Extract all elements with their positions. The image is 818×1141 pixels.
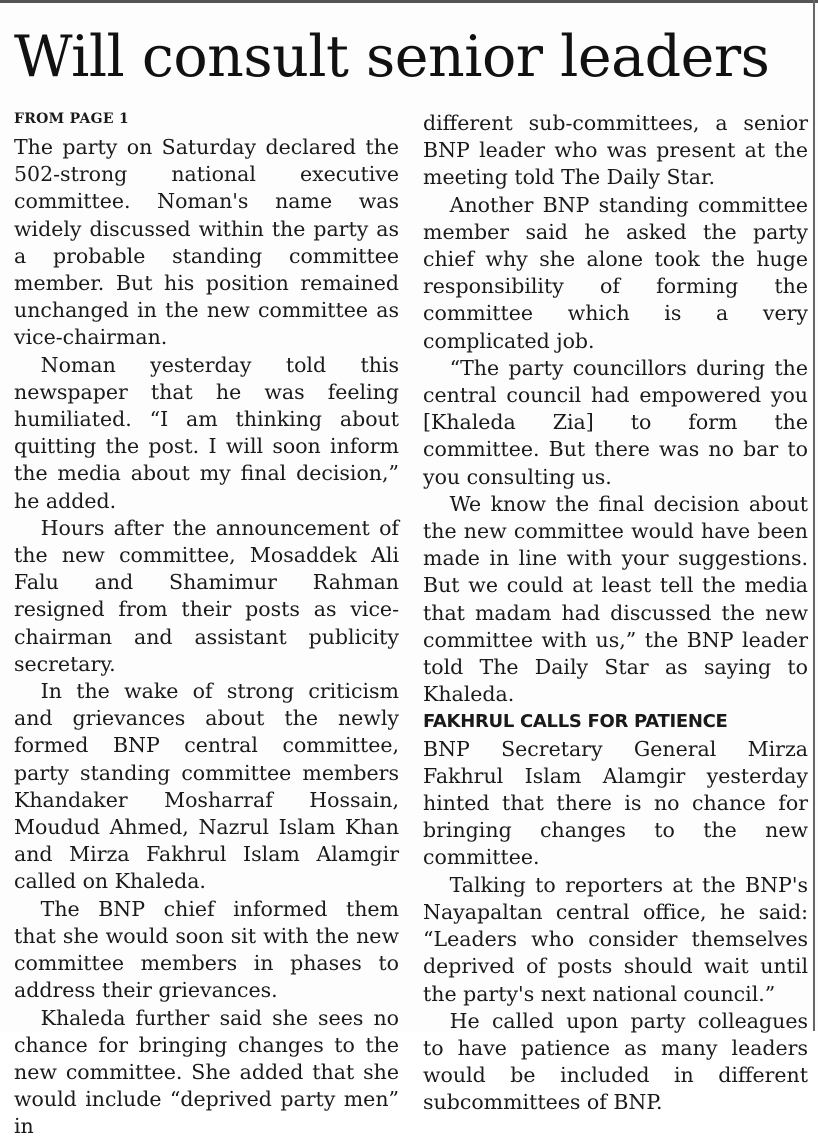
paragraph: He called upon party colleagues to have patience as many leaders would be included in different subcommittees of BNP. [423,1008,808,1115]
paragraph: In the wake of strong criticism and grievances about the newly formed BNP central committee, party standing committee members Khandaker Mosharraf Hossain, Moudud Ahmed, Nazrul Islam Khan and Mirza Fakhrul Islam Alamgir called on Khaleda. [14,679,399,894]
right-column [423,110,808,1117]
paragraph: We know the final decision about the new committee would have been made in line with your suggestions. But we could at least tell the media that madam had discussed the new committee with us,” the BNP leader told The Daily Star as saying to Khaleda. [423,491,808,707]
paragraph: Hours after the announcement of the new committee, Mosaddek Ali Falu and Shamimur Rahman resigned from their posts as vice-chairman and assistant publicity secretary. [14,515,399,676]
paragraph: Another BNP standing committee member said he asked the party chief why she alone took the huge responsibility of forming the committee which is a very complicated job. [423,192,808,353]
paragraph: BNP Secretary General Mirza Fakhrul Islam Alamgir yesterday hinted that there is no chance for bringing changes to the new committee. [423,736,808,870]
paragraph: The BNP chief informed them that she would soon sit with the new committee members in phases to address their grievances. [14,896,399,1003]
paragraph-continuation: different sub-committees, a senior BNP leader who was present at the meeting told The Daily Star. [423,111,808,190]
left-column [14,110,399,1141]
right-border-rule [813,0,815,1031]
paragraph: Khaleda further said she sees no chance for bringing changes to the new committee. She added that she would include “deprived party men” in [14,1005,399,1139]
top-border-rule [0,0,818,3]
paragraph: The party on Saturday declared the 502-strong national executive committee. Noman's name was widely discussed within the party as a probable standing committee member. But his position remained unchanged in the new committee as vice-chairman. [14,135,399,350]
kicker: FROM PAGE 1 [14,111,130,127]
paragraph: Noman yesterday told this newspaper that he was feeling humiliated. “I am thinking about quitting the post. I will soon inform the media about my final decision,” he added. [14,352,399,513]
headline: Will consult senior leaders [14,24,770,90]
subhead: FAKHRUL CALLS FOR PATIENCE [423,711,728,733]
paragraph: Talking to reporters at the BNP's Nayapaltan central office, he said: “Leaders who consider themselves deprived of posts should wait until the party's next national council.” [423,872,808,1006]
paragraph: “The party councillors during the central council had empowered you [Khaleda Zia] to form the committee. But there was no bar to you consulting us. [423,355,808,489]
